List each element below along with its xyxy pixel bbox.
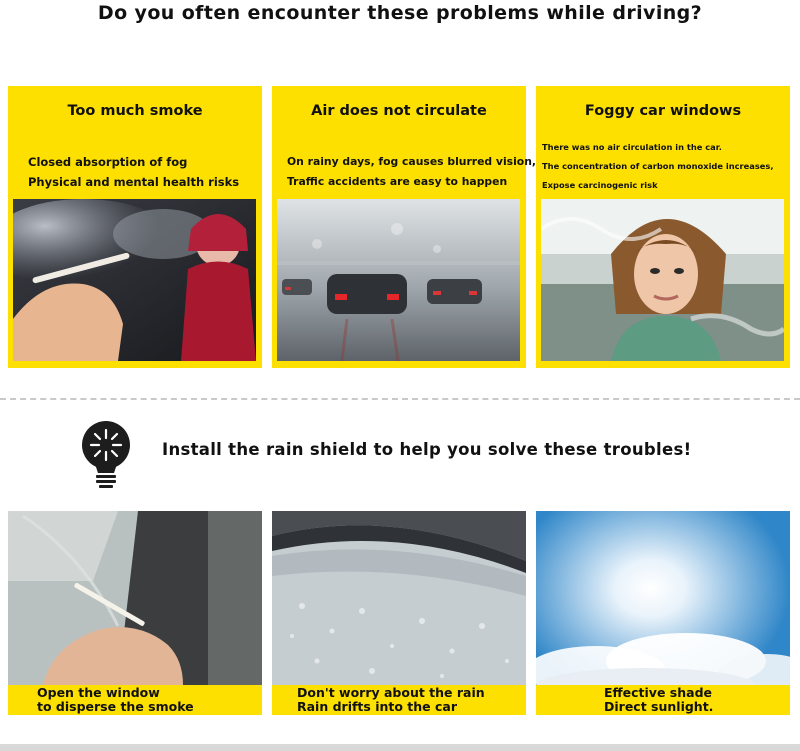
problem-card-windows — [536, 86, 790, 368]
problem-card-smoke — [8, 86, 262, 368]
page-headline: Do you often encounter these problems while driving? — [97, 2, 703, 24]
problem-line: Expose carcinogenic risk — [542, 180, 658, 190]
solution-card-shade — [536, 511, 790, 715]
bottom-rule — [0, 744, 800, 751]
caption-line-2: Rain drifts into the car — [297, 698, 458, 714]
solution-tagline: Install the rain shield to help you solve these troubles! — [162, 440, 692, 459]
rainy-foggy-road-image — [277, 199, 520, 361]
problem-description — [28, 152, 239, 192]
solution-card-rain — [272, 511, 526, 715]
problem-description — [542, 138, 774, 195]
caption-line-2: to disperse the smoke — [37, 698, 194, 714]
problem-line: Traffic accidents are easy to happen — [287, 175, 508, 188]
caption-line-1: Effective shade — [604, 685, 712, 700]
problem-line: Physical and mental health risks — [28, 175, 240, 189]
caption-text — [37, 686, 194, 713]
problem-line: The concentration of carbon monoxide increases, — [542, 161, 774, 171]
problem-title: Air does not circulate — [311, 103, 487, 119]
solution-card-smoke — [8, 511, 262, 715]
solution-caption — [536, 685, 790, 715]
caption-text — [604, 686, 713, 713]
caption-line-1: Don't worry about the rain — [297, 685, 485, 700]
problem-line: Closed absorption of fog — [28, 155, 188, 169]
problem-title: Foggy car windows — [584, 103, 742, 119]
caption-line-2: Direct sunlight. — [604, 698, 714, 714]
sick-woman-in-car-image — [541, 199, 784, 361]
problem-line: There was no air circulation in the car. — [542, 142, 722, 152]
section-divider — [0, 398, 800, 400]
problem-description — [287, 152, 536, 192]
solution-caption — [8, 685, 262, 715]
problem-line: On rainy days, fog causes blurred vision, — [287, 155, 536, 168]
problem-title: Too much smoke — [67, 103, 203, 119]
problem-card-air — [272, 86, 536, 368]
solution-caption — [272, 685, 526, 715]
cigarette-smoke-in-car-image — [13, 199, 256, 361]
caption-line-1: Open the window — [37, 685, 160, 700]
lightbulb-icon — [78, 419, 134, 491]
caption-text — [297, 686, 485, 713]
